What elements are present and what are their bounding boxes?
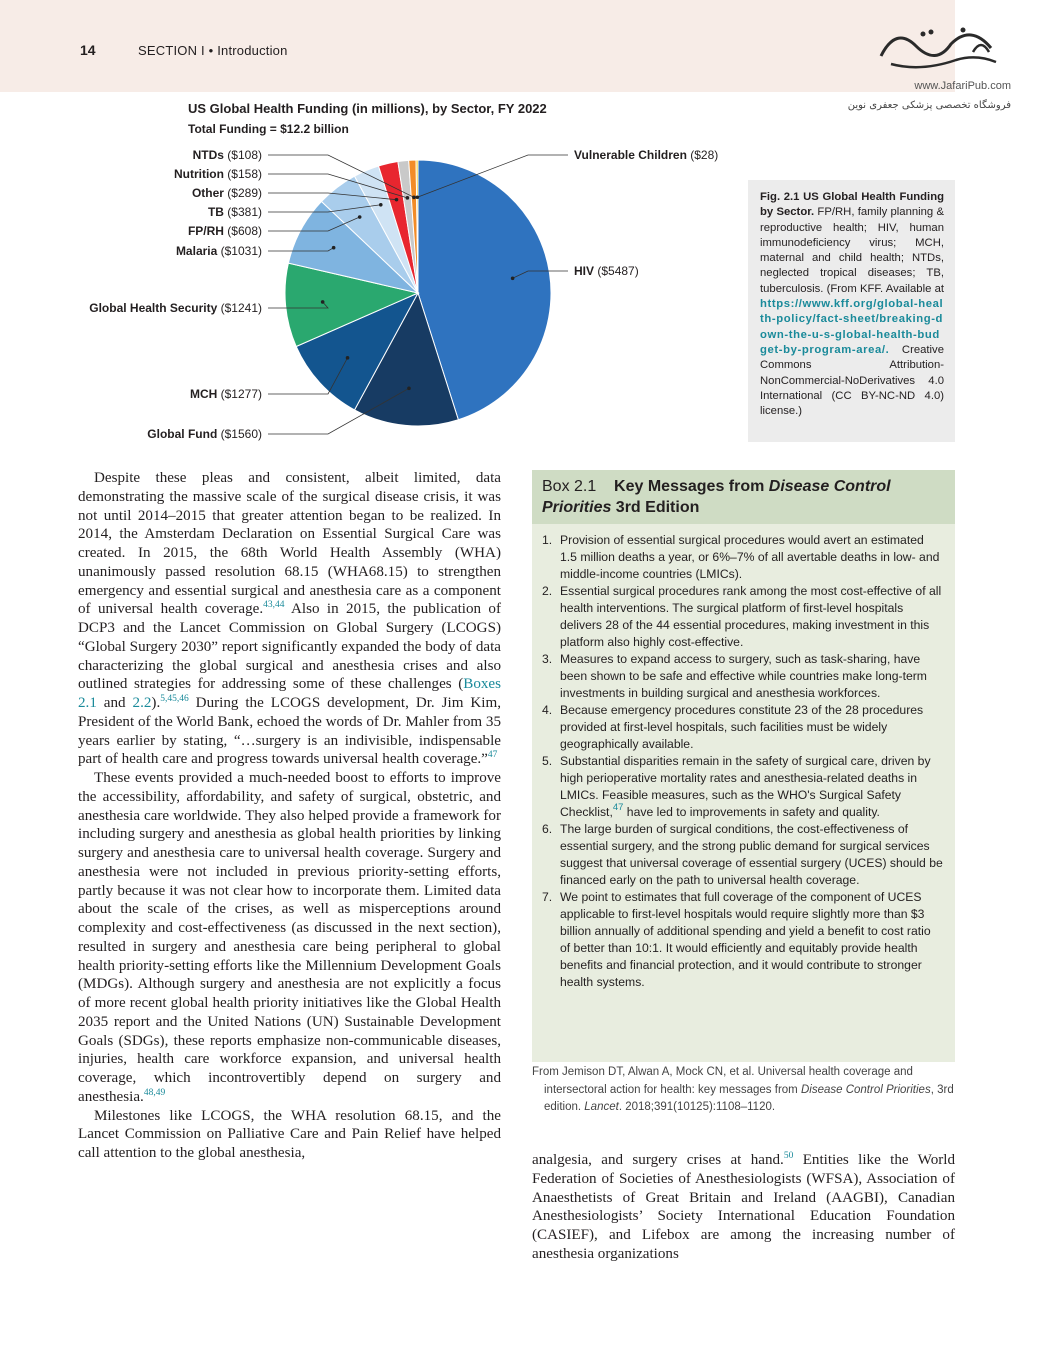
list-item	[542, 821, 944, 889]
slice-label: Vulnerable Children ($28)	[574, 148, 719, 162]
citation[interactable]: 43,44	[263, 600, 285, 611]
list-text: Measures to expand access to surgery, such as task-sharing, have been shown to be safe and effective while countries make long-term investments in building surgical and anesthesia workforces.	[560, 652, 927, 700]
source-italic: Disease Control Priorities	[800, 1083, 931, 1096]
list-number: 5.	[542, 754, 553, 768]
leader-dot	[379, 203, 383, 207]
list-item	[542, 532, 944, 583]
body-text: Despite these pleas and consistent, albeit limited, data demonstrating the massive scale of the surgical disease crisis, it was not until 2014–2015 that greater attention began to be realized. In 2014, the Amsterdam Declaration on Essential Surgical Care was created. In 2015, the 68th World Health Assembly (WHA) unanimously passed resolution 68.15 (WHA68.15) to strengthen emergency and essential surgical and anesthesia care as a component of universal health coverage.	[78, 470, 501, 618]
leader-dot	[332, 246, 336, 250]
section-label: SECTION I	[138, 43, 205, 58]
leader-dot	[395, 198, 399, 202]
leader-dot	[321, 300, 325, 304]
body-text: These events provided a much-needed boost to efforts to improve the accessibility, affordability, and safety of surgical, obstetric, and anesthesia care worldwide. They also helped provide a framework for including surgery and anesthesia as global health priorities by linking surgery and anesthesia care to universal health coverage. Surgery and anesthesia were not included in previous priority-setting efforts, partly because it was not clear how to incorporate them. Limited data about the scale of the crises, as well as misperceptions around complexity and cost-effectiveness (as discussed in the next section), resulted in surgery and anesthesia care being peripheral to global health priority-setting efforts like the Millennium Development Goals (MDGs). Although surgery and anesthesia are not explicitly a focus of more recent global health priority initiatives like the Global Health 2035 report and the United Nations (UN) Sustainable Development Goals (SDGs), these reports emphasize non-communicable diseases, injuries, health care workforce expansion, and universal health coverage, which incontrovertibly depend on surgery and anesthesia.	[78, 770, 501, 1105]
list-number: 1.	[542, 533, 553, 547]
box-title-italic: Disease Control Priorities	[542, 478, 891, 516]
list-text: Provision of essential surgical procedures would avert an estimated 1.5 million deaths a year, or 6%–7% of all avertable deaths in low- and middle-income countries (LMICs).	[560, 533, 940, 581]
publisher-logo-icon	[861, 16, 1011, 76]
list-text: have led to improvements in safety and quality.	[623, 805, 880, 819]
caption-license: Creative Commons Attribution-NonCommercial-NoDerivatives 4.0 International (CC BY-NC-ND 4.0) license.)	[760, 343, 944, 418]
box-title	[542, 476, 947, 518]
citation[interactable]: 48,49	[143, 1087, 166, 1098]
chapter-label: Introduction	[217, 43, 288, 58]
list-number: 3.	[542, 652, 553, 666]
bullet-separator: •	[208, 43, 214, 58]
list-text: Substantial disparities remain in the safety of surgical care, driven by high perioperative mortality rates and anesthesia-related deaths in LMICs. Feasible measures, such as the WHO's Surgical Safety Checklist,	[560, 754, 931, 819]
leader-dot	[358, 215, 362, 219]
leader-dot	[407, 387, 411, 391]
list-text: The large burden of surgical conditions, the cost-effectiveness of essential surgery, and the strong public demand for surgical services suggest that universal coverage of essential surgery (UCES) should be financed early on the path to universal health coverage.	[560, 822, 943, 887]
leader-dot	[416, 195, 420, 199]
slice-label: Nutrition ($158)	[173, 167, 262, 181]
figure-title: US Global Health Funding (in millions), by Sector, FY 2022	[188, 101, 547, 116]
list-item	[542, 753, 944, 821]
slice-label: Other ($289)	[191, 186, 262, 200]
leader-dot	[346, 356, 350, 360]
list-item	[542, 889, 944, 991]
body-right-column	[532, 1151, 955, 1264]
caption-link[interactable]: https://www.kff.org/global-health-policy/fact-sheet/breaking-down-the-u-s-global-health-budget-by-program-area/.	[760, 298, 944, 356]
pie-chart	[0, 135, 748, 455]
slice-label: TB ($381)	[207, 205, 262, 219]
body-text: ).	[151, 695, 161, 711]
page-number: 14	[80, 42, 96, 58]
list-number: 6.	[542, 822, 553, 836]
body-text: Also in 2015, the publication of DCP3 and the Lancet Commission on Global Surgery (LCOGS) “Global Surgery 2030” report significantly expanded the body of data characterizing the global surgical and anesthesia crises and also outlined strategies for addressing some of these challenges (	[78, 601, 501, 693]
box-reference-link[interactable]: Boxes 2.1	[78, 676, 501, 711]
slice-label: MCH ($1277)	[189, 387, 262, 401]
leader-dot	[412, 196, 416, 200]
citation[interactable]: 5,45,46	[160, 694, 189, 704]
list-text: Essential surgical procedures rank among the most cost-effective of all health interventions. The surgical platform of first-level hospitals delivers 28 of the 44 essential procedures, making investment in this platform also highly cost-effective.	[560, 584, 942, 649]
box-messages-list	[542, 532, 944, 991]
list-number: 4.	[542, 703, 553, 717]
slice-label: Global Fund ($1560)	[147, 427, 262, 441]
citation[interactable]: 47	[612, 802, 624, 813]
running-head	[138, 43, 288, 58]
watermark-url: www.JafariPub.com	[914, 80, 1011, 92]
figure-subtitle: Total Funding = $12.2 billion	[188, 122, 349, 136]
citation[interactable]: 47	[487, 750, 498, 761]
list-text: Because emergency procedures constitute 23 of the 28 procedures provided at first-level hospitals, such facilities must be widely geographically available.	[560, 703, 924, 751]
source-text: From Jemison DT, Alwan A, Mock CN, et al. Universal health coverage and intersectoral action for health: key messages from	[532, 1066, 913, 1096]
source-text: . 2018;391(10125):1108–1120.	[618, 1101, 776, 1113]
box-reference-link[interactable]: 2.2	[132, 695, 152, 711]
caption-source: (From KFF. Available at	[826, 282, 944, 295]
box-source-citation	[532, 1064, 964, 1117]
caption-label: Fig. 2.1 US Global Health Funding by Sector.	[760, 191, 944, 219]
list-number: 2.	[542, 584, 553, 598]
figure-caption	[760, 190, 944, 419]
box-label: Box 2.1	[542, 478, 597, 495]
slice-label: Global Health Security ($1241)	[89, 301, 262, 315]
body-paragraph: Milestones like LCOGS, the WHA resolution 68.15, and the Lancet Commission on Palliative Care and Pain Relief have helped call attention to the global anesthesia,	[78, 1107, 501, 1161]
watermark-tagline: فروشگاه تخصصی پزشکی جعفری نوین	[847, 100, 1011, 111]
slice-label: NTDs ($108)	[192, 148, 262, 162]
list-number: 7.	[542, 890, 553, 904]
slice-label: FP/RH ($608)	[187, 224, 262, 238]
leader-dot	[406, 196, 410, 200]
body-paragraph	[78, 769, 501, 1107]
list-item	[542, 702, 944, 753]
body-text: During the LCOGS development, Dr. Jim Kim, President of the World Bank, echoed the words of Dr. Mahler from 35 years earlier by stating, “…surgery is an indivisible, indispensable part of health care and progress towards universal health coverage.”	[78, 695, 501, 768]
slice-label: Malaria ($1031)	[175, 244, 262, 258]
body-text: Entities like the World Federation of Societies of Anesthesiologists (WFSA), Association of Anaesthetists of Great Britain and Ireland (AAGBI), Canadian Anesthesiologists’ Society International Education Foundation (CASIEF), and Lifebox are among the increasing number of anesthesia organizations	[532, 1152, 956, 1262]
citation[interactable]: 50	[783, 1151, 794, 1161]
slice-label: HIV ($5487)	[574, 264, 639, 278]
list-item	[542, 651, 944, 702]
body-text: analgesia, and surgery crises at hand.	[532, 1152, 784, 1168]
leader-dot	[511, 276, 515, 280]
box-title-text: 3rd Edition	[611, 499, 700, 516]
list-text: We point to estimates that full coverage of the component of UCES applicable to first-level hospitals would require slightly more than $3 billion annually of additional spending and yield a benefit to cost ratio of better than 10:1. It would efficiently and equitably provide health benefits and financial protection, and it would contribute to stronger health systems.	[560, 890, 931, 989]
list-item	[542, 583, 944, 651]
caption-abbreviations: FP/RH, family planning & reproductive health; HIV, human immunodeficiency virus; MCH, maternal and child health; NTDs, neglected tropical diseases; TB, tuberculosis.	[760, 206, 945, 295]
publisher-watermark	[847, 16, 1025, 126]
body-paragraph	[532, 1151, 955, 1264]
body-paragraph	[78, 469, 501, 769]
box-title-text: Key Messages from	[614, 478, 769, 495]
body-left-column	[78, 469, 501, 1163]
source-text: , 3rd edition.	[544, 1083, 954, 1113]
body-text: and	[96, 695, 133, 711]
source-italic: Lancet	[584, 1101, 619, 1113]
